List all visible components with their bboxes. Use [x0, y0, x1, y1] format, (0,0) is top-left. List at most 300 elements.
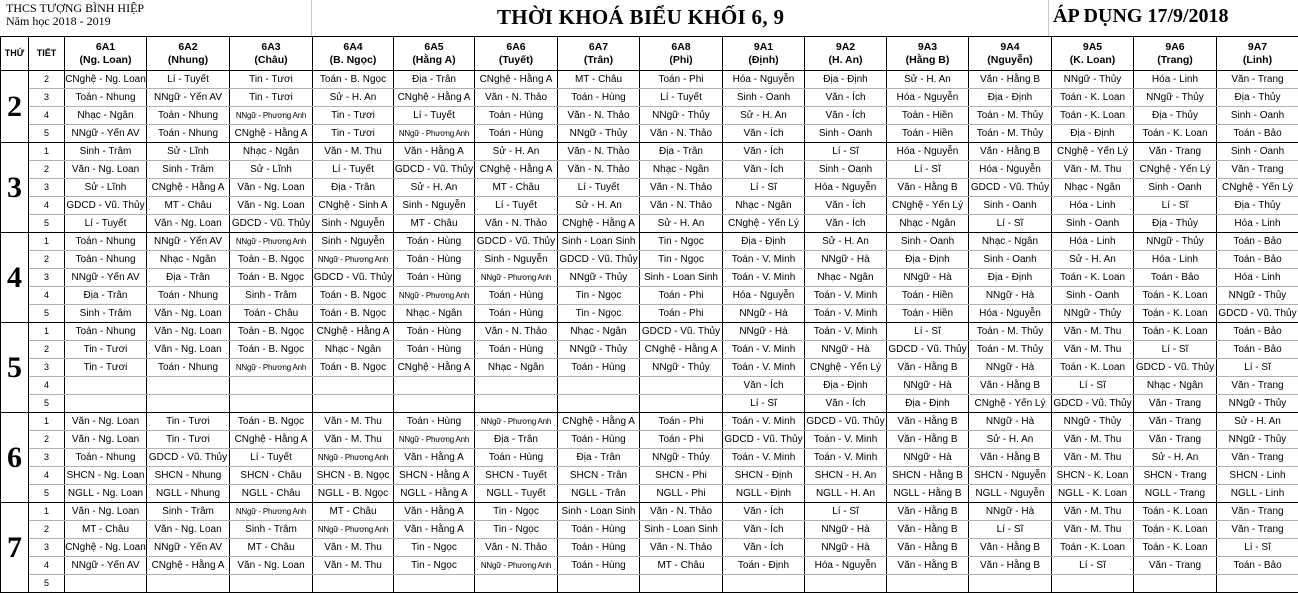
schedule-cell[interactable]: Địa - Trân — [640, 143, 723, 161]
schedule-cell[interactable]: NNgữ - Thủy — [1052, 305, 1134, 323]
schedule-cell[interactable]: Nhạc - Ngân — [723, 197, 805, 215]
schedule-cell[interactable]: Toán - Hùng — [475, 107, 558, 125]
schedule-cell[interactable]: Lí - Tuyết — [640, 89, 723, 107]
period-cell[interactable]: 3 — [29, 89, 65, 107]
period-cell[interactable]: 1 — [29, 143, 65, 161]
schedule-cell[interactable]: Hóa - Nguyễn — [887, 143, 969, 161]
schedule-cell[interactable]: NNgữ - Yến AV — [65, 269, 147, 287]
schedule-cell[interactable]: Toán - B. Ngọc — [230, 323, 313, 341]
schedule-cell[interactable]: GDCD - Vũ. Thủy — [65, 197, 147, 215]
schedule-cell[interactable]: Tin - Tươi — [230, 71, 313, 89]
schedule-cell[interactable]: SHCN - K. Loan — [1052, 467, 1134, 485]
schedule-cell[interactable] — [230, 395, 313, 413]
schedule-cell[interactable]: Nhạc - Ngân — [147, 251, 230, 269]
class-header-6a2[interactable] — [147, 37, 230, 71]
schedule-cell[interactable]: CNghệ - Yến Lý — [969, 395, 1052, 413]
period-cell[interactable]: 2 — [29, 161, 65, 179]
schedule-cell[interactable]: CNghệ - Yến Lý — [1052, 143, 1134, 161]
class-header-6a5[interactable] — [394, 37, 475, 71]
schedule-cell[interactable]: Sử - H. An — [475, 143, 558, 161]
schedule-cell[interactable]: Sử - Lĩnh — [147, 143, 230, 161]
class-header-6a1[interactable] — [65, 37, 147, 71]
period-cell[interactable]: 5 — [29, 485, 65, 503]
schedule-cell[interactable]: CNghệ - Hằng A — [230, 431, 313, 449]
schedule-cell[interactable]: Nhạc - Ngân — [1052, 179, 1134, 197]
schedule-cell[interactable]: Toán - B. Ngọc — [230, 251, 313, 269]
schedule-cell[interactable] — [230, 575, 313, 593]
schedule-cell[interactable]: Tin - Ngọc — [475, 503, 558, 521]
schedule-cell[interactable]: Toán - B. Ngọc — [313, 71, 394, 89]
schedule-cell[interactable]: GDCD - Vũ. Thủy — [805, 413, 887, 431]
schedule-cell[interactable]: Toán - V. Minh — [723, 413, 805, 431]
schedule-cell[interactable]: Sinh - Oanh — [1052, 287, 1134, 305]
period-cell[interactable]: 2 — [29, 71, 65, 89]
schedule-cell[interactable]: Sinh - Oanh — [887, 233, 969, 251]
schedule-cell[interactable]: Văn - N. Thảo — [475, 539, 558, 557]
period-cell[interactable]: 1 — [29, 323, 65, 341]
schedule-cell[interactable]: GDCD - Vũ. Thủy — [1052, 395, 1134, 413]
schedule-cell[interactable]: Sử - H. An — [723, 107, 805, 125]
schedule-cell[interactable]: Văn - N. Thảo — [640, 539, 723, 557]
schedule-cell[interactable]: NNgữ - Thủy — [1217, 287, 1298, 305]
schedule-cell[interactable]: Hóa - Linh — [1052, 233, 1134, 251]
schedule-cell[interactable]: Toán - V. Minh — [805, 287, 887, 305]
schedule-cell[interactable]: Toán - V. Minh — [723, 359, 805, 377]
schedule-cell[interactable]: Sử - Lĩnh — [230, 161, 313, 179]
schedule-cell[interactable]: NGLL - Định — [723, 485, 805, 503]
schedule-cell[interactable]: Văn - M. Thu — [1052, 323, 1134, 341]
schedule-cell[interactable] — [1217, 575, 1298, 593]
class-header-6a6[interactable] — [475, 37, 558, 71]
class-header-6a4[interactable] — [313, 37, 394, 71]
schedule-cell[interactable]: Sinh - Loan Sinh — [640, 521, 723, 539]
schedule-cell[interactable]: Sử - H. An — [805, 233, 887, 251]
schedule-cell[interactable]: Sinh - Trâm — [147, 503, 230, 521]
schedule-cell[interactable]: GDCD - Vũ. Thủy — [1217, 305, 1298, 323]
schedule-cell[interactable]: Toán - Hùng — [394, 413, 475, 431]
schedule-cell[interactable]: NNgữ - Hà — [805, 539, 887, 557]
schedule-cell[interactable] — [475, 395, 558, 413]
schedule-cell[interactable] — [147, 395, 230, 413]
schedule-cell[interactable]: NNgữ - Phương Anh — [394, 287, 475, 305]
class-header-9a7[interactable] — [1217, 37, 1298, 71]
schedule-cell[interactable]: NNgữ - Phương Anh — [313, 449, 394, 467]
schedule-cell[interactable]: Toán - K. Loan — [1134, 521, 1217, 539]
schedule-cell[interactable]: Địa - Định — [969, 89, 1052, 107]
schedule-cell[interactable]: Lí - Sĩ — [887, 323, 969, 341]
schedule-cell[interactable]: Toán - K. Loan — [1134, 323, 1217, 341]
schedule-cell[interactable]: Địa - Trân — [394, 71, 475, 89]
schedule-cell[interactable]: Tin - Tươi — [65, 359, 147, 377]
day-cell[interactable]: 2 — [1, 71, 29, 143]
schedule-cell[interactable]: CNghệ - Hằng A — [147, 557, 230, 575]
schedule-cell[interactable]: Hóa - Nguyễn — [805, 557, 887, 575]
schedule-cell[interactable]: Toán - V. Minh — [805, 449, 887, 467]
schedule-cell[interactable]: GDCD - Vũ. Thủy — [558, 251, 640, 269]
schedule-cell[interactable]: NGLL - Châu — [230, 485, 313, 503]
schedule-cell[interactable]: Toán - B. Ngọc — [313, 305, 394, 323]
schedule-cell[interactable]: Sinh - Trâm — [230, 521, 313, 539]
schedule-cell[interactable] — [887, 575, 969, 593]
schedule-cell[interactable]: NNgữ - Hà — [887, 377, 969, 395]
schedule-cell[interactable]: Văn - Hằng B — [969, 449, 1052, 467]
schedule-cell[interactable]: Văn - Ích — [805, 107, 887, 125]
schedule-cell[interactable]: Văn - M. Thu — [1052, 431, 1134, 449]
schedule-cell[interactable]: Toán - Phi — [640, 413, 723, 431]
schedule-cell[interactable]: Toán - Định — [723, 557, 805, 575]
schedule-cell[interactable]: Toán - K. Loan — [1052, 539, 1134, 557]
schedule-cell[interactable]: Sinh - Oanh — [805, 161, 887, 179]
schedule-cell[interactable]: NNgữ - Phương Anh — [313, 251, 394, 269]
schedule-cell[interactable]: Lí - Sĩ — [1217, 539, 1298, 557]
schedule-cell[interactable]: Lí - Sĩ — [1217, 359, 1298, 377]
schedule-cell[interactable]: Toán - B. Ngọc — [313, 359, 394, 377]
schedule-cell[interactable]: Văn - N. Thảo — [640, 125, 723, 143]
schedule-cell[interactable]: Văn - Hằng B — [969, 143, 1052, 161]
schedule-cell[interactable]: Văn - Trang — [1217, 449, 1298, 467]
schedule-cell[interactable]: Địa - Trân — [558, 449, 640, 467]
schedule-cell[interactable]: Nhạc - Ngân — [313, 341, 394, 359]
schedule-cell[interactable] — [394, 575, 475, 593]
schedule-cell[interactable]: Tin - Ngọc — [394, 557, 475, 575]
schedule-cell[interactable]: Nhạc - Ngân — [640, 161, 723, 179]
schedule-cell[interactable]: Văn - Ng. Loan — [147, 341, 230, 359]
schedule-cell[interactable]: Toán - Nhung — [65, 89, 147, 107]
schedule-cell[interactable]: NGLL - Trân — [558, 485, 640, 503]
schedule-cell[interactable]: Toán - K. Loan — [1052, 359, 1134, 377]
schedule-cell[interactable]: Sinh - Oanh — [1052, 215, 1134, 233]
schedule-cell[interactable]: Toán - B. Ngọc — [230, 341, 313, 359]
schedule-cell[interactable]: Toán - Hùng — [394, 341, 475, 359]
schedule-cell[interactable]: Toán - Nhung — [65, 323, 147, 341]
schedule-cell[interactable]: NNgữ - Thủy — [1217, 395, 1298, 413]
schedule-cell[interactable]: Hóa - Linh — [1134, 71, 1217, 89]
schedule-cell[interactable]: Sinh - Oanh — [1134, 179, 1217, 197]
schedule-cell[interactable]: Tin - Tươi — [313, 107, 394, 125]
schedule-cell[interactable]: NGLL - Phi — [640, 485, 723, 503]
schedule-cell[interactable]: Văn - Hằng B — [887, 521, 969, 539]
schedule-cell[interactable]: Tin - Ngọc — [475, 521, 558, 539]
schedule-cell[interactable] — [475, 377, 558, 395]
schedule-cell[interactable]: Tin - Ngọc — [640, 233, 723, 251]
schedule-cell[interactable]: NGLL - Hằng A — [394, 485, 475, 503]
schedule-cell[interactable]: Toán - K. Loan — [1134, 287, 1217, 305]
schedule-cell[interactable]: Hóa - Nguyễn — [969, 161, 1052, 179]
schedule-cell[interactable]: SHCN - B. Ngọc — [313, 467, 394, 485]
schedule-cell[interactable]: Nhạc - Ngân — [65, 107, 147, 125]
schedule-cell[interactable]: Văn - Trang — [1134, 557, 1217, 575]
schedule-cell[interactable]: SHCN - Linh — [1217, 467, 1298, 485]
schedule-cell[interactable]: SHCN - Hằng B — [887, 467, 969, 485]
schedule-cell[interactable]: Tin - Ngọc — [640, 251, 723, 269]
schedule-cell[interactable]: Hóa - Nguyễn — [887, 89, 969, 107]
schedule-cell[interactable]: Sinh - Nguyễn — [475, 251, 558, 269]
schedule-cell[interactable]: Lí - Sĩ — [1134, 341, 1217, 359]
period-cell[interactable]: 4 — [29, 107, 65, 125]
schedule-cell[interactable]: Toán - Bảo — [1217, 251, 1298, 269]
schedule-cell[interactable] — [394, 377, 475, 395]
schedule-cell[interactable]: Lí - Tuyết — [313, 161, 394, 179]
schedule-cell[interactable]: Toán - Bảo — [1217, 125, 1298, 143]
schedule-cell[interactable]: Toán - Hùng — [558, 431, 640, 449]
schedule-cell[interactable]: Văn - Hằng B — [887, 359, 969, 377]
schedule-cell[interactable]: NNgữ - Phương Anh — [230, 233, 313, 251]
schedule-cell[interactable]: Tin - Tươi — [147, 431, 230, 449]
schedule-cell[interactable]: Sinh - Trâm — [147, 161, 230, 179]
schedule-cell[interactable]: Văn - Trang — [1217, 503, 1298, 521]
period-cell[interactable]: 4 — [29, 377, 65, 395]
schedule-cell[interactable]: NNgữ - Phương Anh — [230, 503, 313, 521]
schedule-cell[interactable]: Sử - H. An — [1052, 251, 1134, 269]
schedule-cell[interactable]: NNgữ - Phương Anh — [394, 431, 475, 449]
schedule-cell[interactable]: Sử - H. An — [887, 71, 969, 89]
schedule-cell[interactable]: Toán - V. Minh — [723, 269, 805, 287]
schedule-cell[interactable]: NNgữ - Thủy — [1052, 71, 1134, 89]
schedule-cell[interactable]: Sử - H. An — [969, 431, 1052, 449]
schedule-cell[interactable]: Văn - Ích — [805, 215, 887, 233]
schedule-cell[interactable]: NNgữ - Phương Anh — [475, 413, 558, 431]
schedule-cell[interactable]: Lí - Tuyết — [147, 71, 230, 89]
schedule-cell[interactable]: Tin - Tươi — [230, 89, 313, 107]
schedule-cell[interactable]: NNgữ - Thủy — [1134, 233, 1217, 251]
schedule-cell[interactable]: NNgữ - Phương Anh — [475, 557, 558, 575]
schedule-cell[interactable]: Nhạc - Ngân — [1134, 377, 1217, 395]
schedule-cell[interactable]: CNghệ - Hằng A — [313, 323, 394, 341]
schedule-cell[interactable]: Toán - Nhung — [65, 233, 147, 251]
period-cell[interactable]: 1 — [29, 233, 65, 251]
class-header-6a7[interactable] — [558, 37, 640, 71]
schedule-cell[interactable]: Toán - Hùng — [394, 233, 475, 251]
schedule-cell[interactable]: Văn - Ng. Loan — [147, 215, 230, 233]
schedule-cell[interactable]: Văn - Ích — [723, 161, 805, 179]
schedule-cell[interactable]: Văn - Ng. Loan — [147, 305, 230, 323]
schedule-cell[interactable]: Toán - V. Minh — [723, 449, 805, 467]
schedule-cell[interactable]: SHCN - Tuyết — [475, 467, 558, 485]
schedule-cell[interactable]: NGLL - K. Loan — [1052, 485, 1134, 503]
period-cell[interactable]: 3 — [29, 269, 65, 287]
schedule-cell[interactable]: Toán - Hùng — [394, 251, 475, 269]
schedule-cell[interactable]: NGLL - Linh — [1217, 485, 1298, 503]
schedule-cell[interactable]: CNghệ - Yến Lý — [723, 215, 805, 233]
schedule-cell[interactable]: CNghệ - Hằng A — [475, 71, 558, 89]
schedule-cell[interactable]: Tin - Ngọc — [558, 305, 640, 323]
schedule-cell[interactable]: NGLL - H. An — [805, 485, 887, 503]
class-header-9a5[interactable] — [1052, 37, 1134, 71]
schedule-cell[interactable]: Văn - Trang — [1217, 377, 1298, 395]
schedule-cell[interactable]: Toán - Bảo — [1217, 557, 1298, 575]
schedule-cell[interactable]: Sử - H. An — [640, 215, 723, 233]
class-header-9a2[interactable] — [805, 37, 887, 71]
schedule-cell[interactable]: Toán - Nhung — [147, 287, 230, 305]
class-header-6a3[interactable] — [230, 37, 313, 71]
schedule-cell[interactable] — [230, 377, 313, 395]
schedule-cell[interactable]: Văn - Trang — [1217, 161, 1298, 179]
schedule-cell[interactable]: NNgữ - Hà — [887, 269, 969, 287]
schedule-cell[interactable]: Văn - M. Thu — [313, 557, 394, 575]
column-header-tiet[interactable]: TIẾT — [29, 37, 65, 71]
schedule-cell[interactable] — [1052, 575, 1134, 593]
schedule-cell[interactable]: NNgữ - Thủy — [1217, 431, 1298, 449]
schedule-cell[interactable]: GDCD - Vũ. Thủy — [147, 449, 230, 467]
schedule-cell[interactable]: NNgữ - Phương Anh — [475, 269, 558, 287]
schedule-cell[interactable]: Lí - Sĩ — [969, 521, 1052, 539]
schedule-cell[interactable]: Văn - Hằng A — [394, 521, 475, 539]
schedule-cell[interactable]: Sinh - Loan Sinh — [640, 269, 723, 287]
schedule-cell[interactable]: Văn - Ích — [723, 143, 805, 161]
schedule-cell[interactable]: Văn - Trang — [1134, 395, 1217, 413]
schedule-cell[interactable]: Văn - Hằng B — [969, 539, 1052, 557]
schedule-cell[interactable]: Văn - Trang — [1134, 413, 1217, 431]
schedule-cell[interactable]: Sinh - Nguyễn — [394, 197, 475, 215]
schedule-cell[interactable]: Văn - Ích — [805, 89, 887, 107]
schedule-cell[interactable] — [640, 575, 723, 593]
schedule-cell[interactable]: SHCN - Hằng A — [394, 467, 475, 485]
schedule-cell[interactable]: NNgữ - Yến AV — [147, 233, 230, 251]
schedule-cell[interactable]: Toán - Phi — [640, 287, 723, 305]
schedule-cell[interactable]: CNghệ - Hằng A — [394, 89, 475, 107]
period-cell[interactable]: 2 — [29, 251, 65, 269]
schedule-cell[interactable]: Nhạc - Ngân — [230, 143, 313, 161]
schedule-cell[interactable]: Sử - Lĩnh — [65, 179, 147, 197]
schedule-cell[interactable]: GDCD - Vũ. Thủy — [394, 161, 475, 179]
schedule-cell[interactable]: Văn - Ng. Loan — [147, 323, 230, 341]
schedule-cell[interactable]: MT - Châu — [394, 215, 475, 233]
schedule-cell[interactable]: Lí - Sĩ — [1052, 377, 1134, 395]
schedule-cell[interactable]: Văn - M. Thu — [1052, 521, 1134, 539]
schedule-cell[interactable]: Sinh - Oanh — [1217, 143, 1298, 161]
schedule-cell[interactable]: Văn - Ng. Loan — [65, 413, 147, 431]
schedule-cell[interactable]: GDCD - Vũ. Thủy — [887, 341, 969, 359]
period-cell[interactable]: 1 — [29, 413, 65, 431]
schedule-cell[interactable]: Văn - N. Thảo — [475, 215, 558, 233]
day-cell[interactable]: 7 — [1, 503, 29, 593]
schedule-cell[interactable]: SHCN - Nhung — [147, 467, 230, 485]
class-header-9a1[interactable] — [723, 37, 805, 71]
schedule-cell[interactable]: Toán - K. Loan — [1134, 305, 1217, 323]
schedule-cell[interactable]: NNgữ - Thủy — [1052, 413, 1134, 431]
schedule-cell[interactable]: Văn - Ích — [723, 521, 805, 539]
schedule-cell[interactable]: Toán - Hiền — [887, 305, 969, 323]
schedule-cell[interactable]: Văn - Hằng B — [969, 377, 1052, 395]
schedule-cell[interactable]: NNgữ - Thủy — [558, 341, 640, 359]
schedule-cell[interactable]: Sử - H. An — [394, 179, 475, 197]
schedule-cell[interactable]: Văn - Ng. Loan — [65, 503, 147, 521]
schedule-cell[interactable]: CNghệ - Hằng A — [394, 359, 475, 377]
schedule-cell[interactable] — [558, 377, 640, 395]
schedule-cell[interactable]: Văn - Hằng A — [394, 143, 475, 161]
schedule-cell[interactable]: Toán - Hùng — [558, 539, 640, 557]
schedule-cell[interactable]: NNgữ - Hà — [969, 413, 1052, 431]
schedule-cell[interactable] — [65, 575, 147, 593]
schedule-cell[interactable]: Tin - Tươi — [65, 341, 147, 359]
schedule-cell[interactable]: CNghệ - Yến Lý — [1217, 179, 1298, 197]
schedule-cell[interactable]: Văn - Ích — [723, 503, 805, 521]
schedule-cell[interactable]: Văn - Ng. Loan — [65, 431, 147, 449]
day-cell[interactable]: 5 — [1, 323, 29, 413]
schedule-cell[interactable]: Toán - V. Minh — [723, 251, 805, 269]
schedule-cell[interactable]: CNghệ - Ng. Loan — [65, 539, 147, 557]
schedule-cell[interactable]: Văn - Ích — [723, 377, 805, 395]
schedule-cell[interactable]: Tin - Ngọc — [394, 539, 475, 557]
schedule-cell[interactable]: NNgữ - Thủy — [558, 125, 640, 143]
period-cell[interactable]: 2 — [29, 341, 65, 359]
schedule-cell[interactable]: Nhạc - Ngân — [475, 359, 558, 377]
schedule-cell[interactable]: Văn - Hằng B — [887, 557, 969, 575]
schedule-cell[interactable]: Địa - Trân — [65, 287, 147, 305]
schedule-cell[interactable] — [147, 377, 230, 395]
schedule-cell[interactable]: Lí - Sĩ — [1134, 197, 1217, 215]
schedule-cell[interactable]: Lí - Tuyết — [65, 215, 147, 233]
schedule-cell[interactable]: Văn - Trang — [1217, 71, 1298, 89]
schedule-cell[interactable]: Lí - Sĩ — [805, 503, 887, 521]
schedule-cell[interactable]: NNgữ - Thủy — [640, 107, 723, 125]
schedule-cell[interactable]: Địa - Định — [887, 251, 969, 269]
schedule-cell[interactable]: Toán - M. Thủy — [969, 125, 1052, 143]
column-header-thu[interactable]: THỨ — [1, 37, 29, 71]
schedule-cell[interactable]: SHCN - Phi — [640, 467, 723, 485]
schedule-cell[interactable]: Địa - Định — [1052, 125, 1134, 143]
schedule-cell[interactable]: Toán - Hùng — [394, 269, 475, 287]
schedule-cell[interactable]: Nhạc - Ngân — [558, 323, 640, 341]
schedule-cell[interactable]: Lí - Tuyết — [230, 449, 313, 467]
schedule-cell[interactable]: Toán - Nhung — [147, 107, 230, 125]
schedule-cell[interactable]: NNgữ - Hà — [969, 503, 1052, 521]
schedule-cell[interactable]: Văn - Ích — [805, 197, 887, 215]
schedule-cell[interactable]: Văn - N. Thảo — [640, 503, 723, 521]
schedule-cell[interactable]: CNghệ - Hằng A — [147, 179, 230, 197]
schedule-cell[interactable]: NGLL - Nhung — [147, 485, 230, 503]
schedule-cell[interactable]: SHCN - Ng. Loan — [65, 467, 147, 485]
schedule-cell[interactable]: SHCN - Nguyễn — [969, 467, 1052, 485]
schedule-cell[interactable]: Hóa - Nguyễn — [723, 71, 805, 89]
schedule-cell[interactable]: Toán - Bảo — [1217, 323, 1298, 341]
schedule-cell[interactable]: Toán - Hiền — [887, 287, 969, 305]
schedule-cell[interactable]: Sinh - Trâm — [230, 287, 313, 305]
schedule-cell[interactable]: Toán - B. Ngọc — [313, 287, 394, 305]
schedule-cell[interactable]: Toán - Hùng — [394, 323, 475, 341]
schedule-cell[interactable]: Toán - V. Minh — [805, 431, 887, 449]
schedule-cell[interactable]: Địa - Trân — [313, 179, 394, 197]
class-header-6a8[interactable] — [640, 37, 723, 71]
schedule-cell[interactable]: Sinh - Loan Sinh — [558, 503, 640, 521]
period-cell[interactable]: 5 — [29, 575, 65, 593]
schedule-cell[interactable]: NNgữ - Yến AV — [65, 557, 147, 575]
schedule-cell[interactable]: Toán - K. Loan — [1052, 89, 1134, 107]
schedule-cell[interactable]: MT - Châu — [640, 557, 723, 575]
schedule-cell[interactable]: Toán - Hùng — [558, 359, 640, 377]
schedule-cell[interactable]: Toán - Hùng — [558, 557, 640, 575]
schedule-cell[interactable]: GDCD - Vũ. Thủy — [475, 233, 558, 251]
schedule-cell[interactable] — [475, 575, 558, 593]
schedule-cell[interactable]: MT - Châu — [147, 197, 230, 215]
schedule-cell[interactable]: Văn - M. Thu — [313, 539, 394, 557]
schedule-cell[interactable]: Hóa - Linh — [1134, 251, 1217, 269]
schedule-cell[interactable]: CNghệ - Hằng A — [640, 341, 723, 359]
schedule-cell[interactable]: Toán - Hùng — [475, 287, 558, 305]
schedule-cell[interactable]: NNgữ - Hà — [969, 359, 1052, 377]
schedule-cell[interactable]: NGLL - Trang — [1134, 485, 1217, 503]
schedule-cell[interactable]: MT - Châu — [230, 539, 313, 557]
period-cell[interactable]: 5 — [29, 305, 65, 323]
schedule-cell[interactable]: Văn - Hằng B — [887, 179, 969, 197]
schedule-cell[interactable]: Hóa - Linh — [1217, 215, 1298, 233]
schedule-cell[interactable]: NNgữ - Phương Anh — [230, 359, 313, 377]
schedule-cell[interactable]: Toán - K. Loan — [1134, 125, 1217, 143]
schedule-cell[interactable]: Văn - M. Thu — [1052, 449, 1134, 467]
period-cell[interactable]: 4 — [29, 197, 65, 215]
schedule-cell[interactable]: Văn - N. Thảo — [640, 197, 723, 215]
schedule-cell[interactable]: Toán - Hùng — [475, 449, 558, 467]
